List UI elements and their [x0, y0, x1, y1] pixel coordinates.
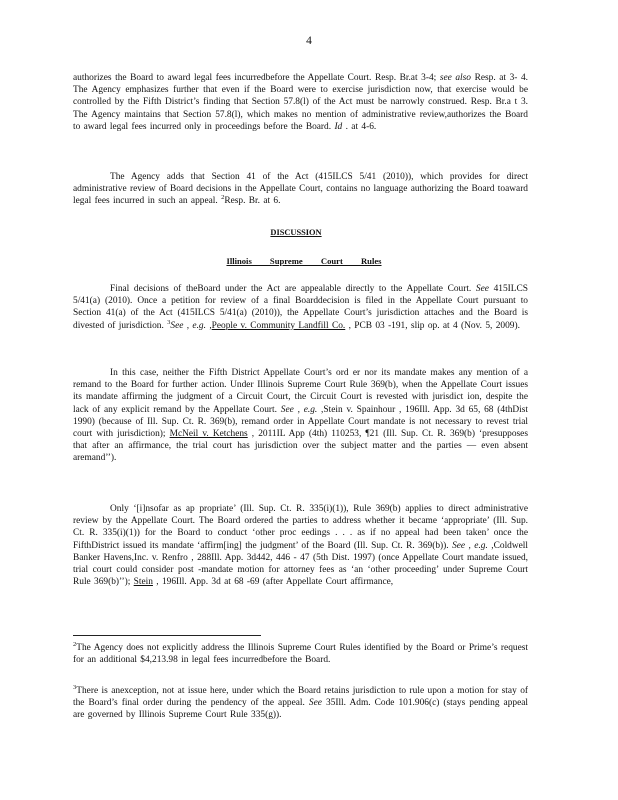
text-run: Resp. Br. at 6.	[224, 196, 281, 207]
text-run: Resp. at 3- 4. The Agency emphasizes further that even if the Board were to exercise jurisdiction now, that exercise would be controlled by the Fifth District’s finding that Section 57.8(l) of the Act must be narrowly construed. Resp. Br.a t 3. The Agency maintains that Section 57.8(l), which makes no mention of administrative review,authorizes the Board to award legal fees incurred only in proceedings before the Board.	[73, 73, 528, 132]
signal-see: See	[308, 698, 322, 709]
case-name: People v. Community Landfill Co.	[211, 320, 346, 331]
paragraph-3	[73, 283, 528, 344]
footnote-ref: 2	[221, 194, 225, 202]
case-name: Stein	[133, 577, 153, 588]
text-run: ,Coldwell Banker Havens,Inc. v. Renfro , 288Ill. App. 3d442, 446 - 47 (5th Dist. 1997) (once Appellate Court mandate issued, trial court could consider post -mandate motion for attorney fees as ‘an ‘other proceeding’ under Supreme Court Rule 369(b)’’);	[73, 540, 529, 588]
text-run: , 2011IL App (4th) 110253, ¶21 (Ill. Sup. Ct. R. 369(b) ‘presupposes that after an affirmance, the trial court has jurisdiction over the subject matter and the parties — even absent aremand’’).	[73, 429, 528, 464]
footnote-mark: 2	[73, 640, 77, 648]
text-run: The Agency adds that Section 41 of the Act (415ILCS 5/41 (2010)), which provides for direct administrative review of Board decisions in the Appellate Court, contains no language authorizing the Board toaward legal fees incurred in such an appeal.	[73, 172, 528, 207]
page-number: 4	[306, 35, 312, 47]
heading-discussion	[0, 228, 618, 237]
paragraph-5	[73, 503, 528, 600]
text-run: . at 4-6.	[342, 121, 377, 132]
signal-id: Id	[334, 121, 343, 132]
footnote-divider	[73, 635, 261, 636]
heading-rules	[0, 256, 618, 266]
text-run: Final decisions of theBoard under the Act are appealable directly to the Appellate Court.	[110, 284, 476, 294]
heading-discussion-text: DISCUSSION	[270, 228, 322, 237]
text-run: , 196Ill. App. 3d at 68 -69 (after Appellate Court affirmance,	[152, 577, 394, 588]
text-run: 415ILCS 5/41(a) (2010). Once a petition for review of a final Boarddecision is filed in the Appellate Court pursuant to Section 41(a) of the Act (415ILCS 5/41(a) (2010)), the Appellate Court’s jurisdiction attaches and the Board is divested of jurisdiction.	[73, 284, 528, 331]
signal-see-eg: See , e.g.	[170, 320, 206, 331]
text-run: In this case, neither the Fifth District Appellate Court’s ord er nor its mandate makes any mention of a remand to the Board for further action. Under Illinois Supreme Court Rule 369(b), when the Appellate Court issues its mandate affirming the judgment of a Circuit Court, the Circuit Court is revested with jurisdict ion, despite the lack of any explicit remand by the Appellate Court.	[73, 368, 528, 415]
footnote-text: 35Ill. Adm. Code 101.906(c) (stays pending appeal are governed by Illinois Supreme Court Rule 335(g)).	[73, 698, 529, 721]
footnote-text: The Agency does not explicitly address the Illinois Supreme Court Rules identified by the Board or Prime’s request for an additional $4,213.98 in legal fees incurredbefore the Board.	[73, 643, 528, 666]
text-run: ,Stein v. Spainhour , 196Ill. App. 3d 65, 68 (4thDist 1990) (because of Ill. Sup. Ct. R. 369(b), remand order in Appellate Court mandate is not necessary to revest trial court with jurisdiction);	[73, 404, 529, 440]
footnote-mark: 3	[73, 683, 77, 691]
signal-see-eg: See , e.g.	[280, 404, 318, 415]
case-name: McNeil v. Ketchens	[169, 429, 248, 440]
paragraph-1	[73, 72, 528, 145]
footnote-ref: 3	[167, 318, 171, 326]
footnote-2	[73, 642, 528, 666]
text-run: , PCB 03 -191, slip op. at 4 (Nov. 5, 2009).	[345, 320, 520, 331]
text-run: Only ‘[i]nsofar as ap propriate’ (Ill. Sup. Ct. R. 335(i)(1)), Rule 369(b) applies to direct administrative review by the Appellate Court. The Board ordered the parties to address whether it became ‘appropriate’ (Ill. Sup. Ct. R. 335(i)(1)) for the Board to conduct ‘other proc eedings . . . as if no appeal had been taken’ once the FifthDistrict issued its mandate ‘affirm[ing] the judgment’ of the Board (Ill. Sup. Ct. R. 369(b)).	[73, 504, 528, 551]
text-run: authorizes the Board to award legal fees incurredbefore the Appellate Court. Resp. Br.at 3-4;	[73, 73, 440, 83]
footnote-3	[73, 685, 528, 722]
paragraph-4	[73, 367, 528, 477]
footnote-text: There is anexception, not at issue here, under which the Board retains jurisdiction to rule upon a motion for stay of the Board’s final order during the pendency of the appeal.	[73, 686, 528, 709]
paragraph-2	[73, 171, 528, 220]
signal-see: See	[475, 284, 489, 294]
text-run: ,	[205, 320, 212, 331]
signal-see-also: see also	[439, 73, 471, 83]
signal-see-eg: See , e.g.	[452, 540, 488, 551]
heading-rules-text: Illinois Supreme Court Rules	[226, 256, 382, 266]
